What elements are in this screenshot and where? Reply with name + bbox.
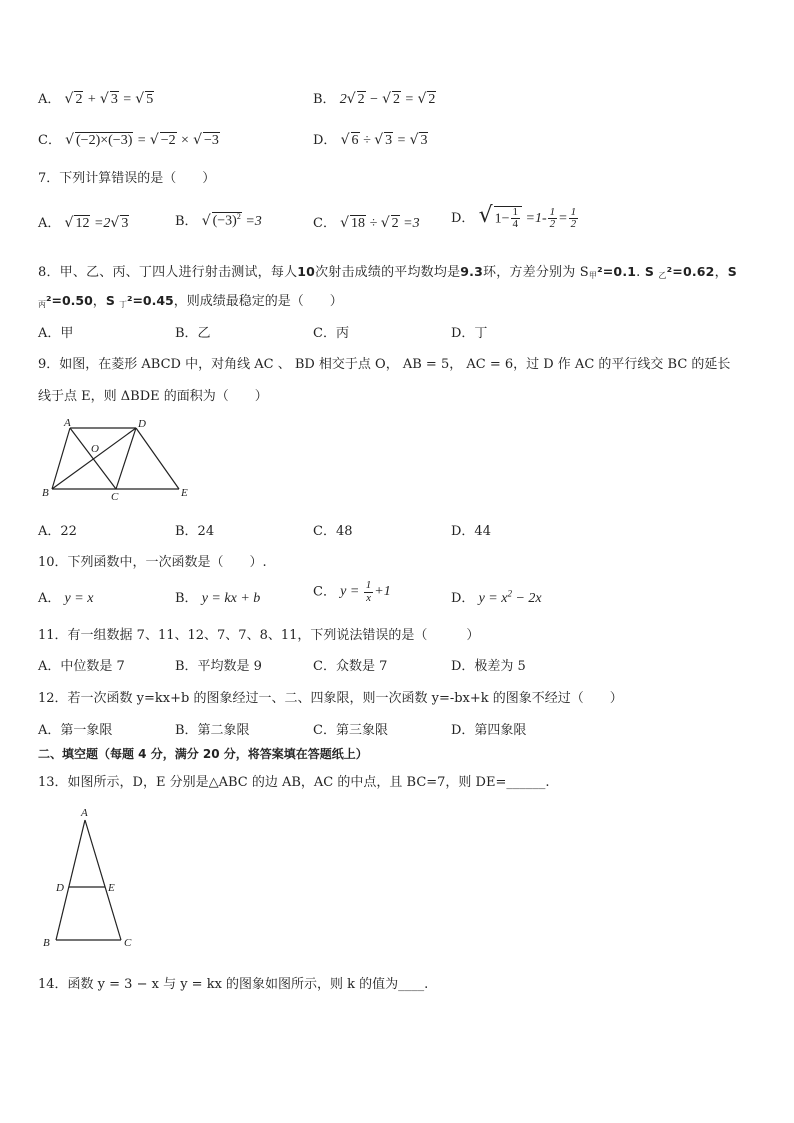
q8-option-c: C．丙: [313, 326, 349, 341]
q13-label-d: D: [56, 882, 64, 894]
q6-option-b-expr: 2√ 2 − √ 2 = √ 2: [339, 91, 436, 107]
q9-label-o: O: [91, 443, 99, 455]
q10-option-b-label: B．: [175, 591, 198, 606]
q9-edge-de: [136, 428, 179, 489]
q8-option-a: A．甲: [38, 326, 74, 341]
q7-option-a-expr: √ 12 =2√ 3: [64, 215, 129, 231]
q9-label-d: D: [138, 418, 146, 430]
q8-text-end: ，则成绩最稳定的是（ ）: [173, 294, 343, 309]
q13-label-a: A: [81, 807, 88, 819]
q8-s-yi: S: [644, 264, 655, 279]
q10-option-a: [38, 587, 93, 607]
q13-edge-ab: [56, 820, 85, 940]
q7-option-b-expr: √ $(-3)^2 =3$: [201, 212, 262, 229]
q9-label-c: C: [111, 491, 119, 503]
q6-option-c-label: C．: [38, 133, 61, 148]
q10-option-d: [451, 587, 542, 607]
q8-sub-jia: 甲: [588, 271, 598, 280]
q6-option-a-expr: √ 2 + √ 3 = √ 5: [64, 91, 154, 107]
q11-option-b: B．平均数是 9: [175, 659, 262, 674]
q6-option-d-expr: √ 6 ÷ √ 3 = √ 3: [340, 132, 428, 148]
q8-text-1: 8．甲、乙、丙、丁四人进行射击测试，每人: [38, 265, 298, 280]
q10-option-d-expr: $y = x^2 - 2x$: [478, 588, 542, 606]
q9-option-a: A．22: [38, 524, 77, 539]
q10-option-b: [175, 587, 260, 607]
q6-option-c: [38, 129, 220, 149]
q7-option-d-expr: √ 1− $\frac{1}{4}$ =1- $\frac{1}{2}$ = $\frac{1}{2}$: [478, 203, 577, 231]
q8-bold-93: 9.3: [460, 264, 484, 279]
q6-option-a: [38, 88, 154, 108]
q8-s-ding: S: [105, 293, 115, 308]
q10-option-a-expr: y = x: [64, 591, 94, 606]
q7-option-a-label: A．: [38, 216, 61, 231]
q12-option-d: D．第四象限: [451, 723, 527, 738]
q7-option-c-label: C．: [313, 216, 336, 231]
q7-option-c-expr: √ 18 ÷ √ 2 =3: [340, 215, 420, 231]
q8-stem-line1: 8．甲、乙、丙、丁四人进行射击测试，每人10次射击成绩的平均数均是9.3环，方差分别为 $S_甲^2=0.1$. S $_乙$²=0.62，S: [38, 264, 737, 280]
q8-sub-bing: 丙: [38, 300, 46, 309]
q6-option-b: [313, 88, 436, 108]
q6-option-a-label: A．: [38, 92, 61, 107]
q8-option-d: D．丁: [451, 326, 488, 341]
q9-option-d: D．44: [451, 524, 491, 539]
q11-option-d: D．极差为 5: [451, 659, 526, 674]
q13-label-e: E: [108, 882, 115, 894]
q14-stem: 14．函数 y = 3 − x 与 y = kx 的图象如图所示，则 k 的值为____.: [38, 977, 429, 992]
q7-option-b-label: B．: [175, 214, 198, 229]
q9-label-b: B: [42, 487, 49, 499]
q12-option-b: B．第二象限: [175, 723, 250, 738]
q9-stem-line2: 线于点 E，则 ΔBDE 的面积为（ ）: [38, 389, 268, 404]
q10-option-a-label: A．: [38, 591, 61, 606]
q8-val-bing: ²=0.50: [46, 293, 93, 308]
q6-option-d-label: D．: [313, 133, 337, 148]
q12-option-c: C．第三象限: [313, 723, 388, 738]
q8-val-yi: ²=0.62: [666, 264, 715, 279]
q7-option-a: [38, 212, 129, 232]
q6-option-d: [313, 129, 428, 149]
q10-option-c-expr: y = $\frac{1}{x}$ +1: [340, 579, 391, 604]
q8-text-3: 环，方差分别为 S: [483, 265, 589, 280]
q9-option-b: B．24: [175, 524, 215, 539]
q13-label-b: B: [43, 937, 50, 949]
q8-stem-line2: $_丙$²=0.50，S $_丁$²=0.45，则成绩最稳定的是（ ）: [38, 293, 343, 309]
q9-stem-line1: 9．如图，在菱形 ABCD 中，对角线 AC 、 BD 相交于点 O， AB = 5， AC = 6，过 D 作 AC 的平行线交 BC 的延长: [38, 357, 731, 372]
q10-option-b-expr: y = kx + b: [201, 591, 261, 606]
q8-text-2: 次射击成绩的平均数均是: [315, 265, 461, 280]
q12-option-a: A．第一象限: [38, 723, 113, 738]
q6-option-c-expr: √ (−2)×(−3) = √ −2 × √ −3: [65, 132, 219, 148]
q13-edge-ac: [85, 820, 121, 940]
q13-label-c: C: [124, 937, 132, 949]
q10-option-c: [313, 580, 391, 604]
q9-option-c: C．48: [313, 524, 353, 539]
section2-title: 二、填空题（每题 4 分，满分 20 分，将答案填在答题纸上）: [38, 747, 368, 761]
q9-edge-dc: [116, 428, 136, 489]
q10-stem: 10．下列函数中，一次函数是（ ）.: [38, 555, 267, 570]
q13-stem: 13．如图所示，D，E 分别是△ABC 的边 AB，AC 的中点，且 BC=7，则 DE=______.: [38, 775, 550, 790]
q13-triangle-figure: [38, 804, 148, 952]
q8-sub-yi: 乙: [658, 271, 667, 280]
q12-stem: 12．若一次函数 y=kx+b 的图象经过一、二、四象限，则一次函数 y=-bx+k 的图象不经过（ ）: [38, 691, 623, 706]
q9-label-a: A: [64, 417, 71, 429]
q8-bold-10: 10: [297, 264, 316, 279]
q6-option-b-label: B．: [313, 92, 336, 107]
q7-option-b: [175, 210, 262, 230]
q10-option-c-label: C．: [313, 584, 336, 600]
q9-edge-ab: [52, 428, 70, 489]
q8-option-b: B．乙: [175, 326, 211, 341]
q9-label-e: E: [181, 487, 188, 499]
q8-sub-ding: 丁: [118, 300, 127, 309]
q9-rhombus-figure: [38, 415, 198, 507]
q7-option-d: [451, 203, 579, 231]
q8-s-bing: S: [727, 264, 737, 279]
q8-val-ding: ²=0.45: [126, 293, 174, 308]
q11-option-c: C．众数是 7: [313, 659, 388, 674]
q7-stem: 7．下列计算错误的是（ ）: [38, 171, 216, 186]
q10-option-d-label: D．: [451, 591, 475, 606]
q8-val-jia: ²=0.1: [597, 264, 637, 279]
q11-option-a: A．中位数是 7: [38, 659, 125, 674]
q11-stem: 11．有一组数据 7、11、12、7、7、8、11，下列说法错误的是（ ）: [38, 628, 480, 643]
q9-diagonal-bd: [52, 428, 136, 489]
q7-option-c: [313, 212, 420, 232]
q7-option-d-label: D．: [451, 211, 475, 226]
